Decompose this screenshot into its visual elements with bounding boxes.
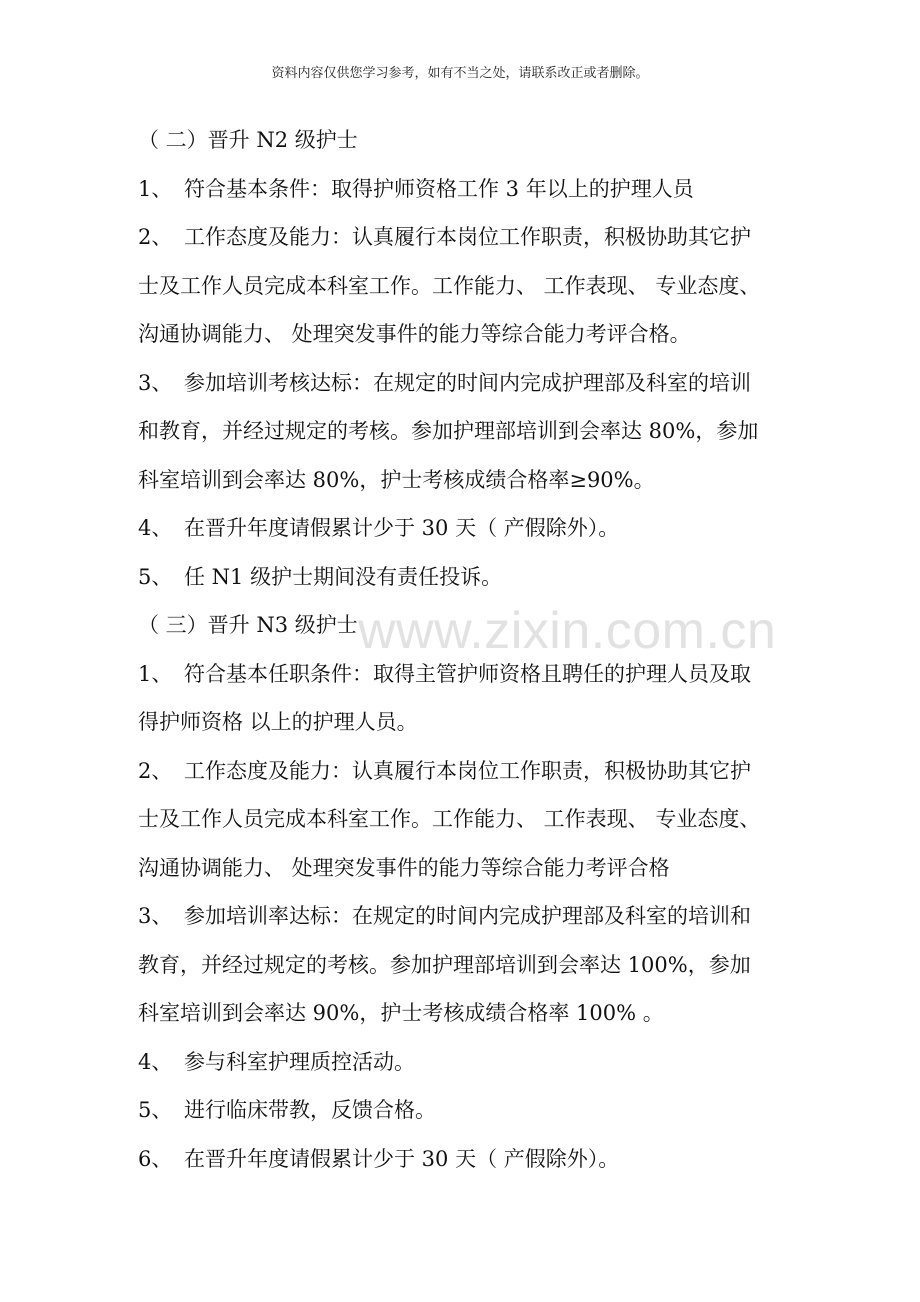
item-text-continued: 沟通协调能力、 处理突发事件的能力等综合能力考评合格。 xyxy=(138,322,691,346)
item-text: 参加培训考核达标：在规定的时间内完成护理部及科室的培训 xyxy=(184,370,751,395)
item-number: 1、 xyxy=(138,661,173,686)
list-item xyxy=(138,650,798,747)
list-item xyxy=(138,504,798,553)
item-text: 工作态度及能力：认真履行本岗位工作职责，积极协助其它护 xyxy=(184,758,751,783)
watermark: www.zixin.com.cn xyxy=(358,602,777,660)
item-number: 4、 xyxy=(138,1049,173,1074)
item-text-continued: 得护师资格 以上的护理人员。 xyxy=(138,710,418,734)
section-heading: （ 三）晋升 N3 级护士 xyxy=(138,613,358,637)
section-heading: （ 二）晋升 N2 级护士 xyxy=(138,128,358,152)
item-text-continued: 士及工作人员完成本科室工作。工作能力、 工作表现、 专业态度、 xyxy=(138,807,761,831)
item-number: 2、 xyxy=(138,225,173,249)
item-text: 在晋升年度请假累计少于 30 天（ 产假除外）。 xyxy=(184,516,620,540)
list-item xyxy=(138,892,798,1038)
item-number: 6、 xyxy=(138,1146,173,1171)
list-item xyxy=(138,165,798,214)
item-text: 进行临床带教，反馈合格。 xyxy=(184,1098,436,1122)
item-number: 2、 xyxy=(138,758,173,783)
item-number: 1、 xyxy=(138,176,173,201)
list-item xyxy=(138,359,798,505)
list-item xyxy=(138,1135,798,1184)
item-text-continued: 沟通协调能力、 处理突发事件的能力等综合能力考评合格 xyxy=(138,855,670,880)
list-item xyxy=(138,553,798,602)
item-number: 3、 xyxy=(138,904,173,928)
item-number: 5、 xyxy=(138,564,173,589)
section-n3 xyxy=(138,601,798,1183)
item-text: 在晋升年度请假累计少于 30 天（ 产假除外）。 xyxy=(184,1146,620,1171)
item-text: 工作态度及能力：认真履行本岗位工作职责，积极协助其它护 xyxy=(184,225,751,249)
item-text-continued: 教育，并经过规定的考核。参加护理部培训到会率达 100%，参加 xyxy=(138,952,751,977)
item-number: 3、 xyxy=(138,370,173,395)
item-text-continued: 士及工作人员完成本科室工作。工作能力、 工作表现、 专业态度、 xyxy=(138,273,761,298)
item-text-continued: 科室培训到会率达 80%，护士考核成绩合格率≥90%。 xyxy=(138,467,655,492)
header-disclaimer: 资料内容仅供您学习参考，如有不当之处，请联系改正或者删除。 xyxy=(271,66,649,81)
item-text: 符合基本条件：取得护师资格工作 3 年以上的护理人员 xyxy=(184,176,694,201)
list-item xyxy=(138,747,798,893)
item-text: 参加培训率达标：在规定的时间内完成护理部及科室的培训和 xyxy=(184,904,751,928)
item-text-continued: 和教育，并经过规定的考核。参加护理部培训到会率达 80%，参加 xyxy=(138,419,759,443)
list-item xyxy=(138,1086,798,1135)
section-n2 xyxy=(138,116,798,601)
item-number: 5、 xyxy=(138,1098,173,1122)
list-item xyxy=(138,213,798,359)
item-number: 4、 xyxy=(138,516,173,540)
item-text: 符合基本任职条件：取得主管护师资格且聘任的护理人员及取 xyxy=(184,661,751,686)
item-text-continued: 科室培训到会率达 90%，护士考核成绩合格率 100% 。 xyxy=(138,1001,664,1025)
list-item xyxy=(138,1038,798,1087)
item-text: 任 N1 级护士期间没有责任投诉。 xyxy=(184,564,503,589)
document-body xyxy=(138,116,798,1183)
item-text: 参与科室护理质控活动。 xyxy=(184,1049,415,1074)
